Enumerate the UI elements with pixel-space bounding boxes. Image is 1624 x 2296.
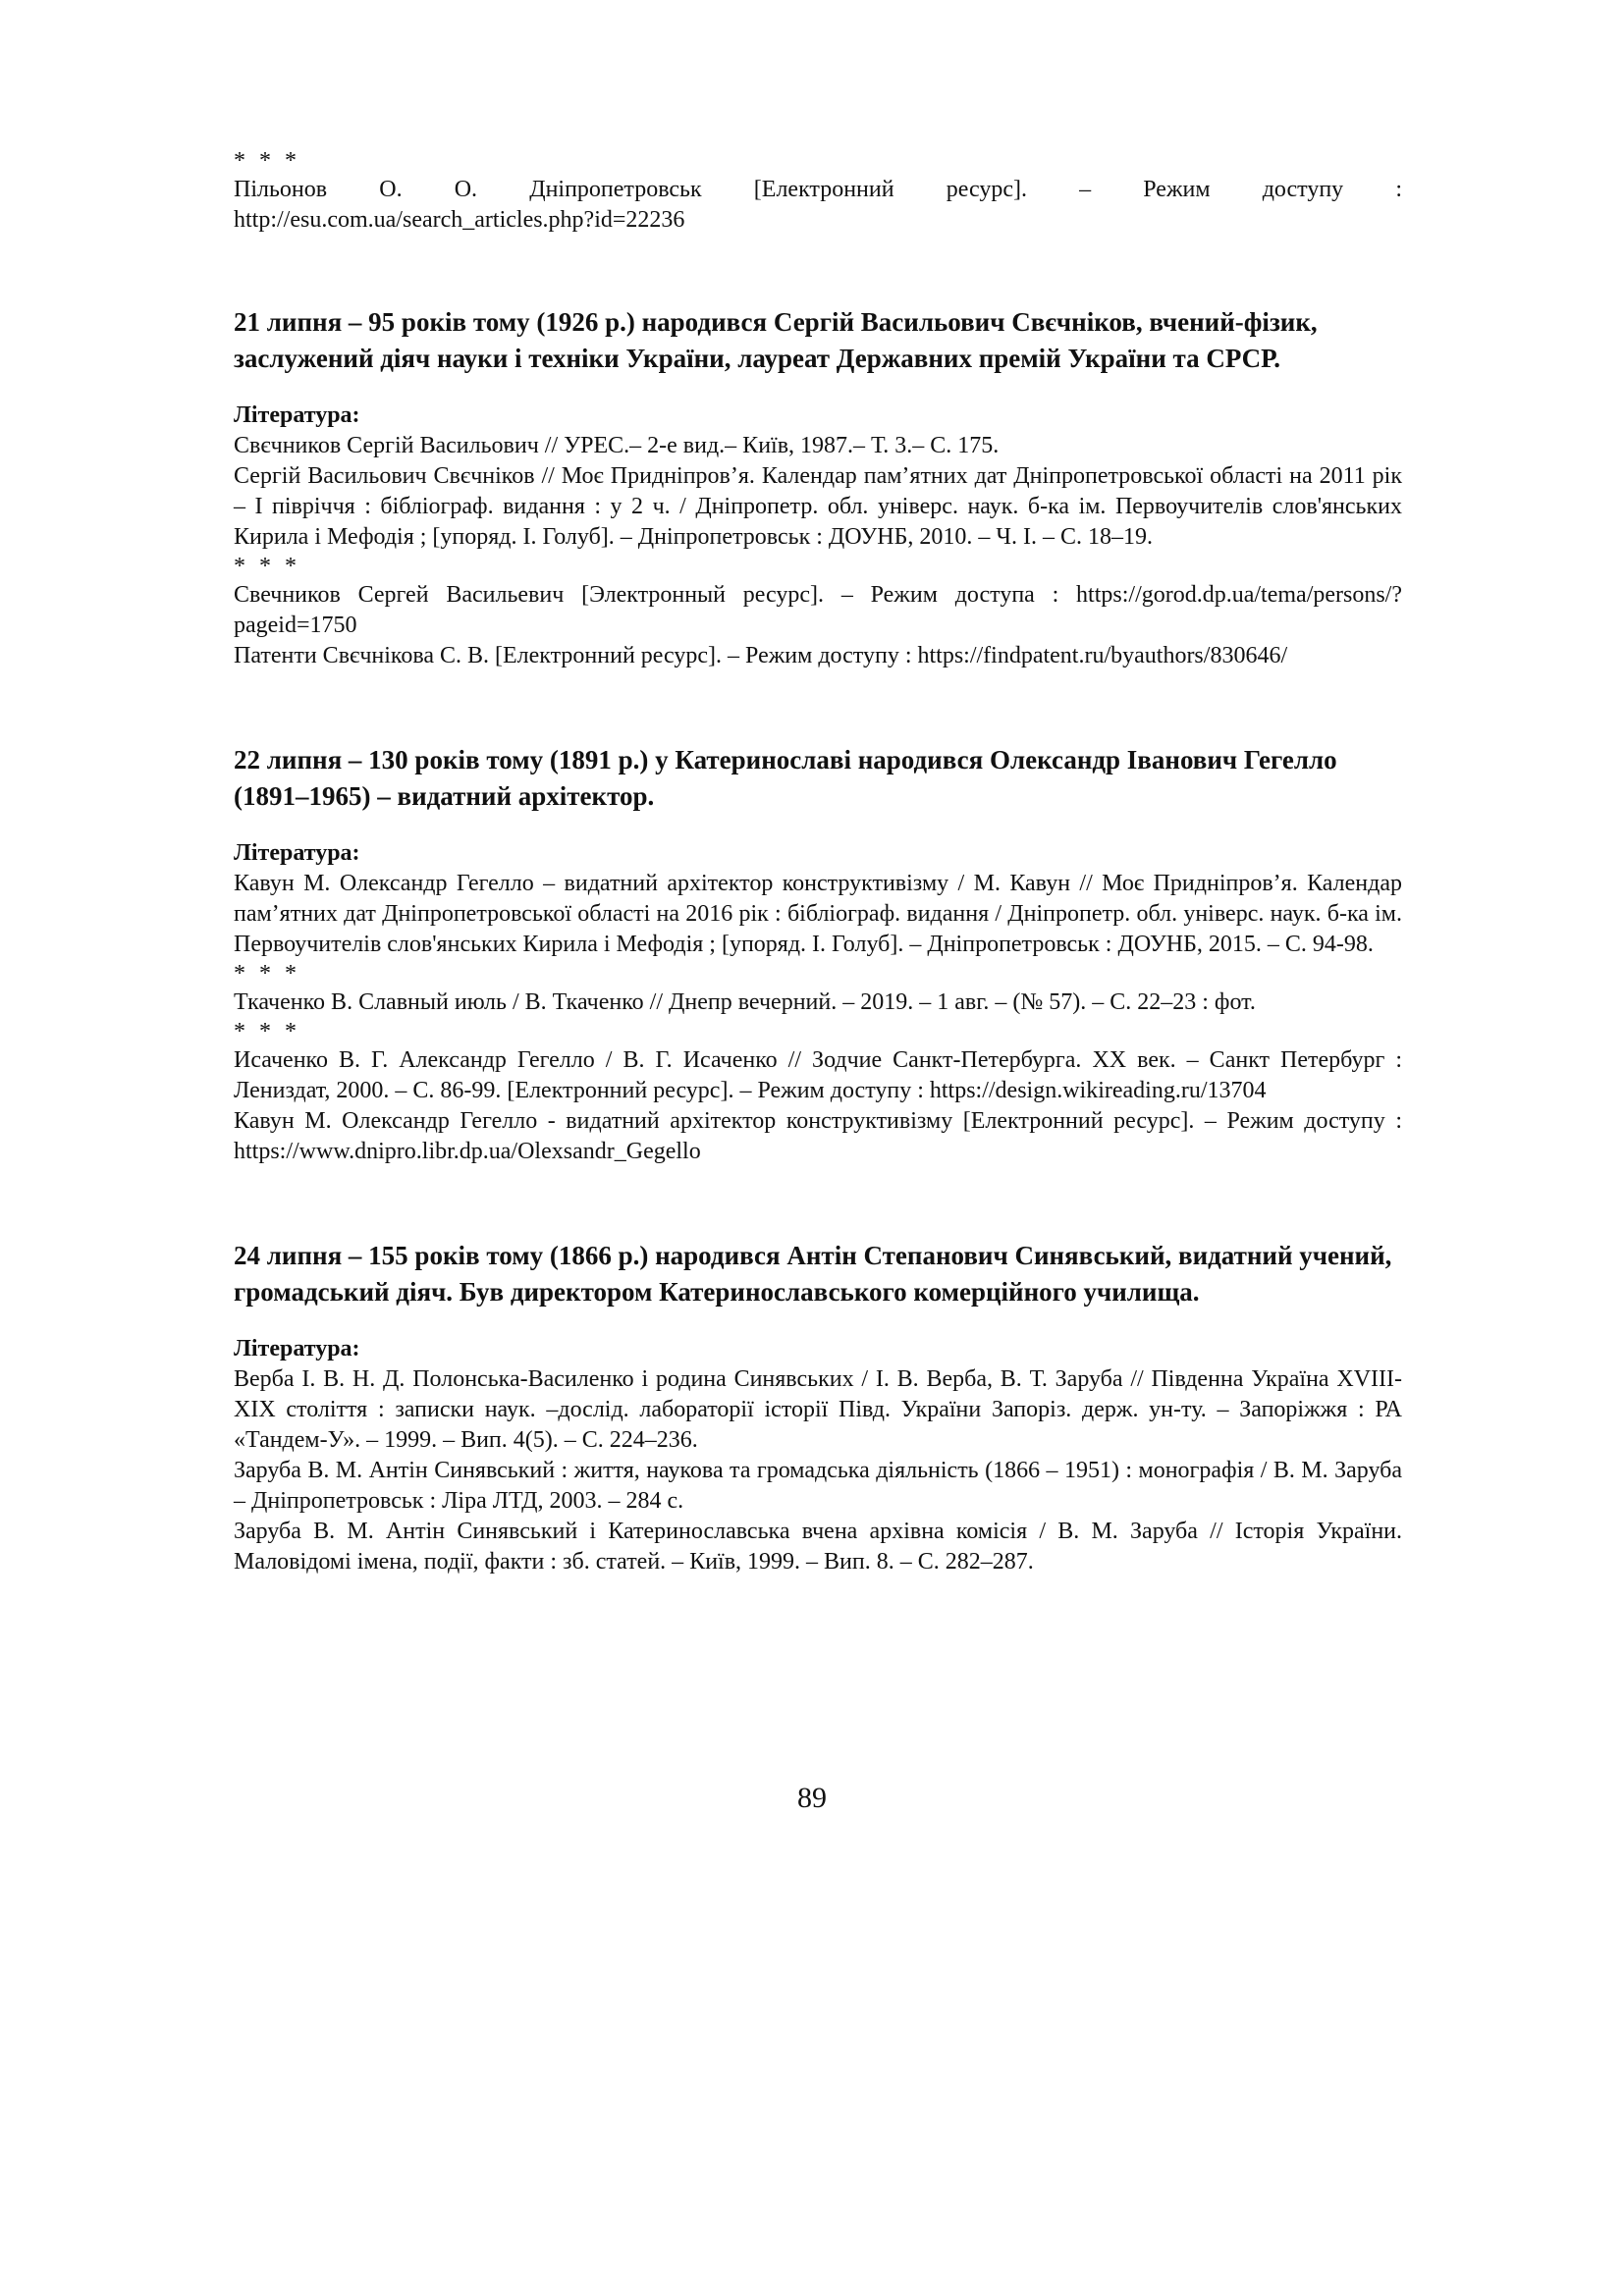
section-heading: 21 липня – 95 років тому (1926 р.) народився Сергій Васильович Свєчніков, вчений-фізик, заслужений діяч науки і техніки України, лауреат Державних премій України та СРСР. <box>234 307 1318 373</box>
separator-stars: * * * <box>234 1019 300 1044</box>
anniversary-section <box>234 1238 1402 1577</box>
page-number: 89 <box>797 1782 827 1814</box>
anniversary-section <box>234 742 1402 1167</box>
reference-item: Кавун М. Олександр Гегелло - видатний архітектор конструктивізму [Електронний ресурс]. – Режим доступу : https://www.dnipro.libr.dp.ua/Olexsandr_Gegello <box>234 1108 1402 1164</box>
reference-item: Сергій Васильович Свєчніков // Моє Придніпров’я. Календар пам’ятних дат Дніпропетровської області на 2011 рік – І півріччя : бібліограф. видання : у 2 ч. / Дніпропетр. обл. універс. наук. б-ка ім. Первоучителів слов'янських Кирила і Мефодія ; [упоряд. І. Голуб]. – Дніпропетровськ : ДОУНБ, 2010. – Ч. І. – С. 18–19. <box>234 463 1402 550</box>
reference-link[interactable]: http://esu.com.ua/search_articles.php?id=22236 <box>234 207 685 233</box>
reference-item: Пільонов О. О. Дніпропетровськ [Електронний ресурс]. – Режим доступу : <box>234 177 1402 202</box>
reference-item: Верба І. В. Н. Д. Полонська-Василенко і родина Синявських / І. В. Верба, В. Т. Заруба // Південна Україна XVIII-XIX століття : записки наук. –дослід. лабораторії історії Півд. України Запоріз. держ. ун-ту. – Запоріжжя : РА «Тандем-У». – 1999. – Вип. 4(5). – С. 224–236. <box>234 1366 1402 1453</box>
anniversary-section <box>234 304 1402 671</box>
separator-stars: * * * <box>234 148 300 174</box>
literature-label: Література: <box>234 402 360 428</box>
reference-item: Свечников Сергей Васильевич [Электронный ресурс]. – Режим доступа : https://gorod.dp.ua/tema/persons/?pageid=1750 <box>234 582 1402 638</box>
separator-stars: * * * <box>234 554 300 579</box>
reference-item: Заруба В. М. Антін Синявський : життя, наукова та громадська діяльність (1866 – 1951) : монографія / В. М. Заруба – Дніпропетровськ : Ліра ЛТД, 2003. – 284 с. <box>234 1458 1402 1514</box>
reference-item: Патенти Свєчнікова С. В. [Електронний ресурс]. – Режим доступу : https://findpatent.ru/byauthors/830646/ <box>234 643 1288 668</box>
reference-item: Ткаченко В. Славный июль / В. Ткаченко // Днепр вечерний. – 2019. – 1 авг. – (№ 57). – С. 22–23 : фот. <box>234 989 1256 1015</box>
literature-label: Література: <box>234 840 360 866</box>
reference-item: Свєчников Сергій Васильович // УРЕС.– 2-е вид.– Київ, 1987.– Т. 3.– С. 175. <box>234 433 1000 458</box>
top-reference-block <box>234 147 1402 236</box>
literature-label: Література: <box>234 1336 360 1362</box>
reference-item: Исаченко В. Г. Александр Гегелло / В. Г. Исаченко // Зодчие Санкт-Петербурга. XX век. – Санкт Петербург : Лениздат, 2000. – С. 86-99. [Електронний ресурс]. – Режим доступу : https://design.wikireading.ru/13704 <box>234 1047 1402 1103</box>
reference-item: Заруба В. М. Антін Синявський і Катеринославська вчена архівна комісія / В. М. Заруба // Історія України. Маловідомі імена, події, факти : зб. статей. – Київ, 1999. – Вип. 8. – С. 282–287. <box>234 1519 1402 1575</box>
document-page <box>234 147 1402 1577</box>
section-heading: 22 липня – 130 років тому (1891 р.) у Катеринославі народився Олександр Іванович Гегелло (1891–1965) – видатний архітектор. <box>234 745 1337 811</box>
section-heading: 24 липня – 155 років тому (1866 р.) народився Антін Степанович Синявський, видатний учений, громадський діяч. Був директором Катеринославського комерційного училища. <box>234 1241 1392 1307</box>
separator-stars: * * * <box>234 961 300 987</box>
reference-item: Кавун М. Олександр Гегелло – видатний архітектор конструктивізму / М. Кавун // Моє Придніпров’я. Календар пам’ятних дат Дніпропетровської області на 2016 рік : бібліограф. видання / Дніпропетр. обл. універс. наук. б-ка ім. Первоучителів слов'янських Кирила і Мефодія ; [упоряд. І. Голуб]. – Дніпропетровськ : ДОУНБ, 2015. – С. 94-98. <box>234 871 1402 957</box>
